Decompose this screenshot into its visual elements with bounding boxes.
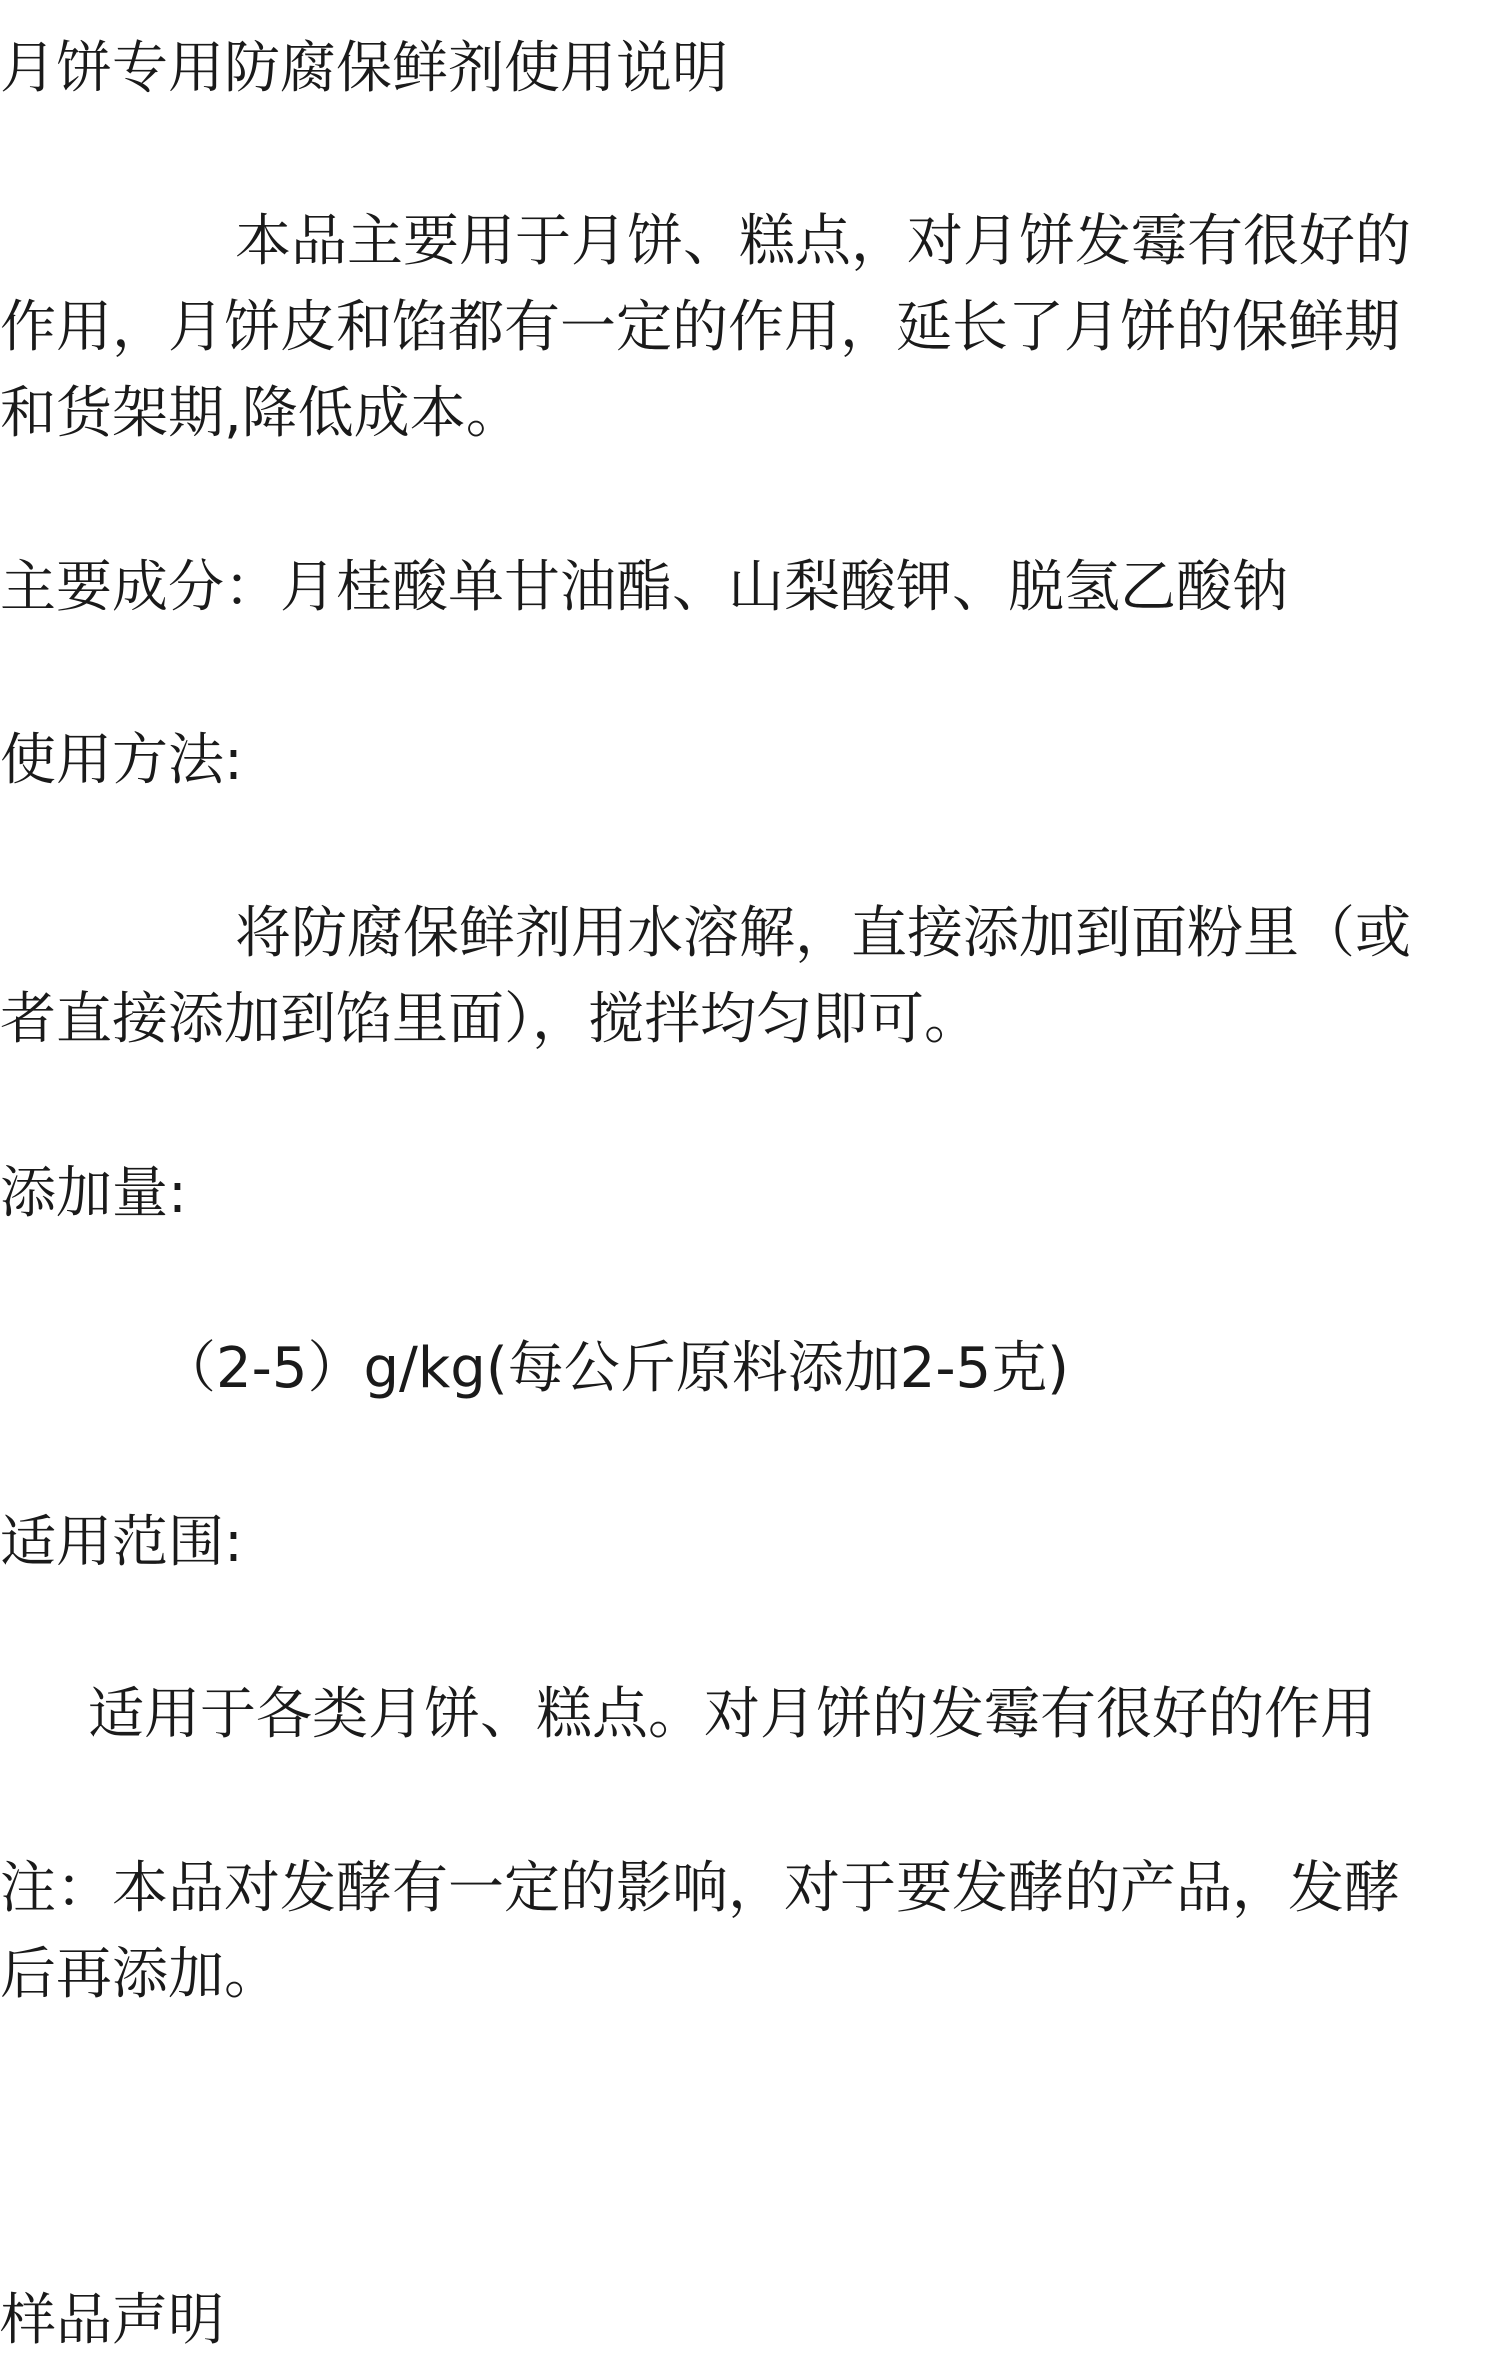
ingredients-text: 主要成分：月桂酸单甘油酯、山梨酸钾、脱氢乙酸钠 bbox=[0, 555, 1288, 620]
note-line-1: 注：本品对发酵有一定的影响，对于要发酵的产品，发酵 bbox=[0, 1856, 1400, 1921]
scope-heading: 适用范围: bbox=[0, 1510, 243, 1575]
dosage-value: （2-5）g/kg(每公斤原料添加2-5克) bbox=[160, 1336, 1070, 1401]
intro-line-2: 作用，月饼皮和馅都有一定的作用，延长了月饼的保鲜期 bbox=[0, 295, 1400, 360]
intro-line-3: 和货架期,降低成本。 bbox=[0, 381, 522, 446]
partial-heading: 样品声明 bbox=[0, 2288, 224, 2353]
usage-heading: 使用方法: bbox=[0, 728, 243, 793]
note-line-2: 后再添加。 bbox=[0, 1942, 280, 2007]
document-title: 月饼专用防腐保鲜剂使用说明 bbox=[0, 36, 728, 101]
intro-line-1: 本品主要用于月饼、糕点，对月饼发霉有很好的 bbox=[235, 209, 1411, 274]
dosage-heading: 添加量: bbox=[0, 1161, 187, 1226]
usage-line-1: 将防腐保鲜剂用水溶解，直接添加到面粉里（或 bbox=[235, 901, 1411, 966]
usage-line-2: 者直接添加到馅里面），搅拌均匀即可。 bbox=[0, 987, 980, 1052]
scope-text: 适用于各类月饼、糕点。对月饼的发霉有很好的作用 bbox=[88, 1682, 1376, 1747]
